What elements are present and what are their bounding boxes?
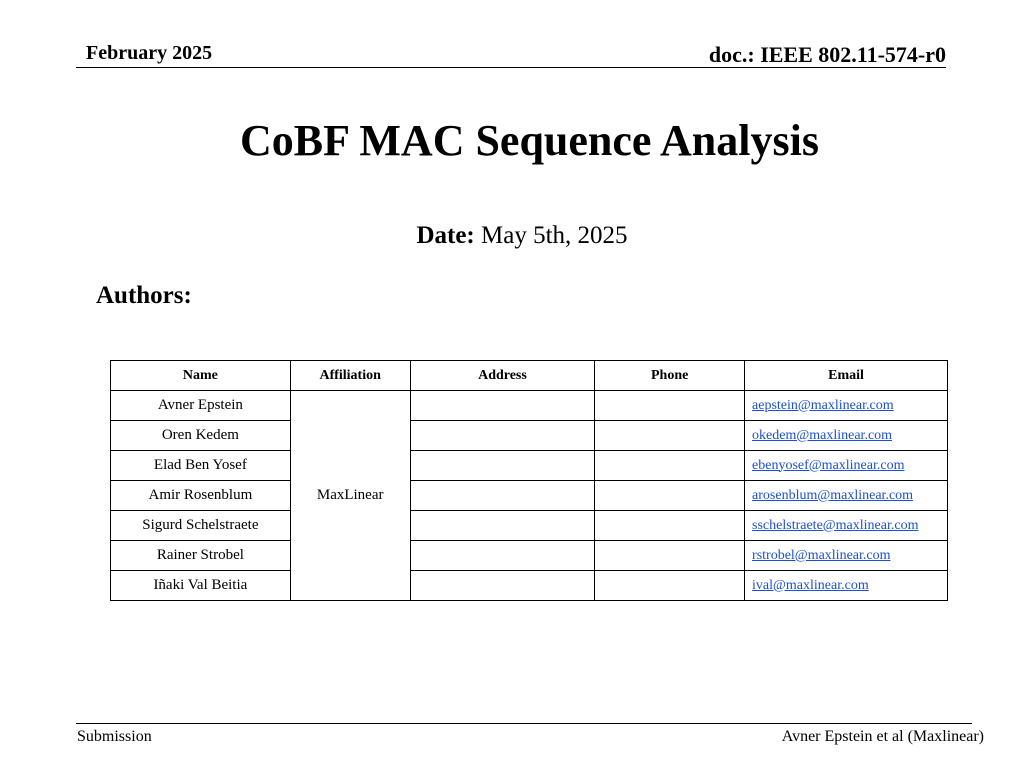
author-name: Rainer Strobel (111, 541, 291, 571)
authors-table-body (111, 391, 948, 601)
page-title: CoBF MAC Sequence Analysis (240, 116, 819, 165)
footer-right: Avner Epstein et al (Maxlinear) (781, 728, 984, 745)
author-phone (595, 451, 745, 481)
column-header-affiliation: Affiliation (290, 361, 410, 391)
author-email-cell (745, 391, 948, 421)
table-header-row (111, 361, 948, 391)
header-doc-id: doc.: IEEE 802.11-574-r0 (708, 42, 946, 67)
author-address (410, 511, 595, 541)
table-row (111, 451, 948, 481)
author-phone (595, 541, 745, 571)
column-header-address: Address (410, 361, 595, 391)
author-address (410, 541, 595, 571)
author-email-link[interactable]: ival@maxlinear.com (752, 577, 869, 593)
author-affiliation: MaxLinear (290, 391, 410, 601)
author-email-cell (745, 571, 948, 601)
author-name: Amir Rosenblum (111, 481, 291, 511)
author-address (410, 571, 595, 601)
author-name: Iñaki Val Beitia (111, 571, 291, 601)
footer-divider (76, 723, 972, 724)
column-header-name: Name (111, 361, 291, 391)
header-divider (76, 67, 946, 68)
author-email-link[interactable]: sschelstraete@maxlinear.com (752, 517, 919, 533)
author-email-cell (745, 511, 948, 541)
column-header-phone: Phone (595, 361, 745, 391)
table-row (111, 481, 948, 511)
author-email-cell (745, 421, 948, 451)
author-phone (595, 421, 745, 451)
author-email-cell (745, 541, 948, 571)
author-address (410, 391, 595, 421)
table-row (111, 541, 948, 571)
author-email-link[interactable]: okedem@maxlinear.com (752, 427, 893, 443)
table-row (111, 511, 948, 541)
author-name: Oren Kedem (111, 421, 291, 451)
author-phone (595, 571, 745, 601)
author-email-link[interactable]: arosenblum@maxlinear.com (752, 487, 914, 503)
author-email-link[interactable]: ebenyosef@maxlinear.com (752, 457, 905, 473)
footer-left: Submission (77, 728, 152, 745)
table-row (111, 571, 948, 601)
author-name: Avner Epstein (111, 391, 291, 421)
date-value: May 5th, 2025 (481, 222, 628, 249)
author-address (410, 481, 595, 511)
author-address (410, 451, 595, 481)
author-email-cell (745, 451, 948, 481)
header-date: February 2025 (86, 42, 213, 64)
author-name: Sigurd Schelstraete (111, 511, 291, 541)
author-phone (595, 391, 745, 421)
author-email-link[interactable]: aepstein@maxlinear.com (752, 397, 894, 413)
author-address (410, 421, 595, 451)
author-phone (595, 481, 745, 511)
author-name: Elad Ben Yosef (111, 451, 291, 481)
author-phone (595, 511, 745, 541)
column-header-email: Email (745, 361, 948, 391)
date-label: Date: (416, 222, 475, 249)
authors-table (110, 360, 948, 601)
author-email-cell (745, 481, 948, 511)
date-line (0, 222, 1024, 250)
table-row (111, 391, 948, 421)
author-email-link[interactable]: rstrobel@maxlinear.com (752, 547, 891, 563)
table-row (111, 421, 948, 451)
authors-label: Authors: (96, 282, 192, 309)
